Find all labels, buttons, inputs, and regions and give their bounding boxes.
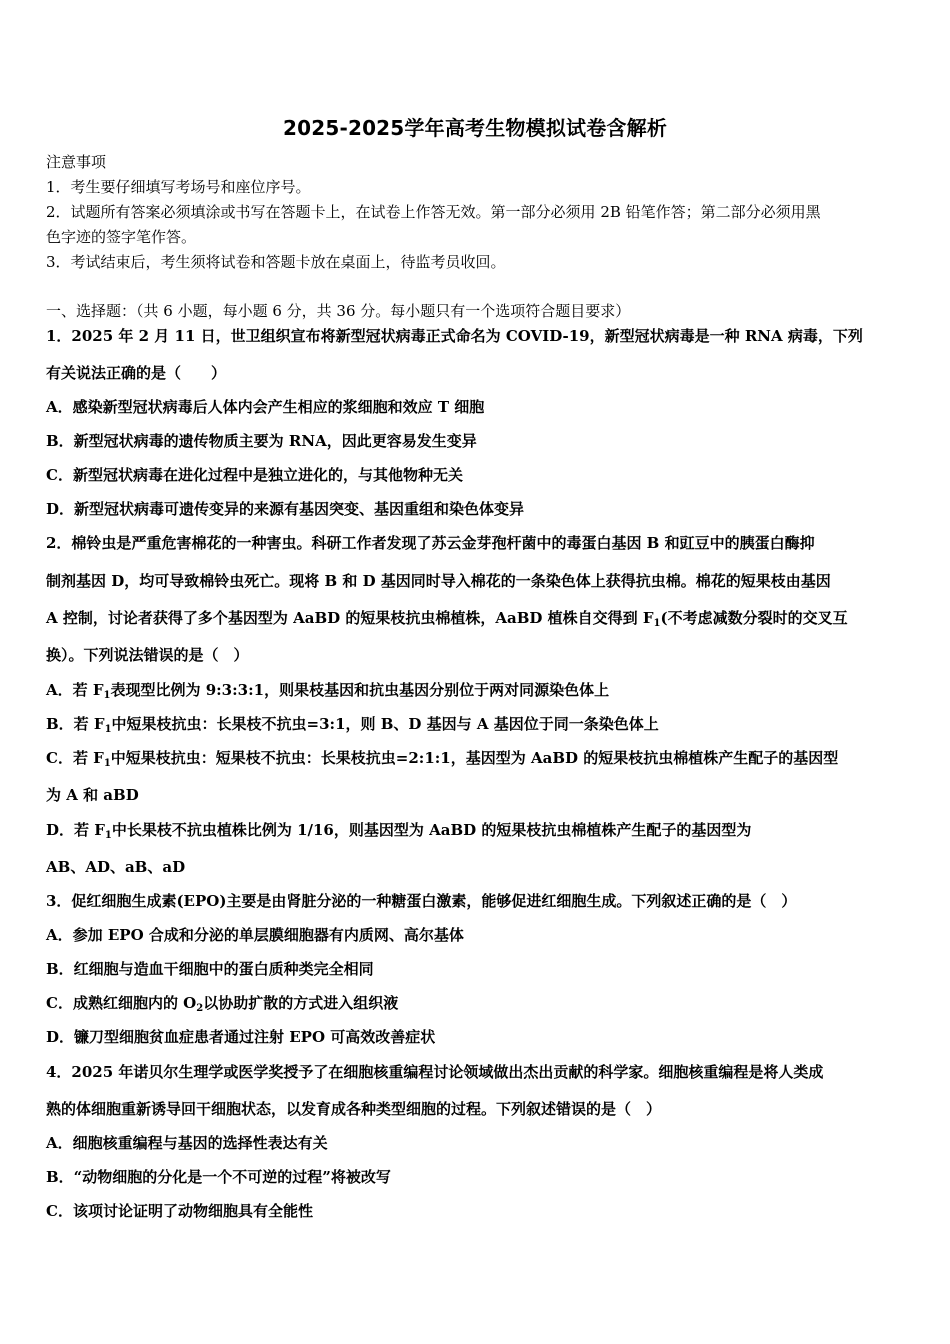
- q2-option-d-cont: AB、AD、aB、aD: [46, 858, 186, 876]
- q3-option-d: D．镰刀型细胞贫血症患者通过注射 EPO 可高效改善症状: [46, 1028, 436, 1046]
- q4-option-a: A．细胞核重编程与基因的选择性表达有关: [46, 1134, 328, 1152]
- q2-option-c: C．若 $F_1$中短果枝抗虫：短果枝不抗虫：长果枝抗虫=2:1:1，基因型为 AaBD 的短果枝抗虫棉植株产生配子的基因型: [46, 749, 839, 769]
- notice-item-1: 1．考生要仔细填写考场号和座位序号。: [46, 178, 311, 196]
- q2-stem-line1: 2．棉铃虫是严重危害棉花的一种害虫。科研工作者发现了苏云金芽孢杆菌中的毒蛋白基因 B 和豇豆中的胰蛋白酶抑: [46, 534, 815, 552]
- q2-option-d: D．若 $F_1$中长果枝不抗虫植株比例为 1/16，则基因型为 AaBD 的短果枝抗虫棉植株产生配子的基因型为: [46, 821, 752, 841]
- notice-heading: 注意事项: [46, 153, 107, 171]
- q3-option-a: A．参加 EPO 合成和分泌的单层膜细胞器有内质网、高尔基体: [46, 926, 464, 944]
- q3-option-c: C．成熟红细胞内的 $O_2$以协助扩散的方式进入组织液: [46, 994, 399, 1014]
- q4-stem-line2: 熟的体细胞重新诱导回干细胞状态，以发育成各种类型细胞的过程。下列叙述错误的是（ ）: [46, 1100, 662, 1118]
- q2-stem-line4: 换）。下列说法错误的是（ ）: [46, 646, 249, 664]
- q1-stem-line1: 1．2025 年 2 月 11 日，世卫组织宣布将新型冠状病毒正式命名为 COVID-19，新型冠状病毒是一种 RNA 病毒，下列: [46, 327, 863, 345]
- q1-option-d: D．新型冠状病毒可遗传变异的来源有基因突变、基因重组和染色体变异: [46, 500, 525, 518]
- notice-item-2: 2．试题所有答案必须填涂或书写在答题卡上，在试卷上作答无效。第一部分必须用 2B 铅笔作答；第二部分必须用黑: [46, 203, 821, 221]
- q2-option-c-cont: 为 A 和 aBD: [46, 786, 139, 804]
- q4-option-b: B．“动物细胞的分化是一个不可逆的过程”将被改写: [46, 1168, 391, 1186]
- q4-option-c: C．该项讨论证明了动物细胞具有全能性: [46, 1202, 313, 1220]
- q4-stem-line1: 4．2025 年诺贝尔生理学或医学奖授予了在细胞核重编程讨论领域做出杰出贡献的科学家。细胞核重编程是将人类成: [46, 1063, 824, 1081]
- q2-stem-line3: A 控制，讨论者获得了多个基因型为 AaBD 的短果枝抗虫棉植株，AaBD 植株自交得到 $F_1$(不考虑减数分裂时的交叉互: [46, 609, 848, 629]
- q2-stem-line2: 制剂基因 D，均可导致棉铃虫死亡。现将 B 和 D 基因同时导入棉花的一条染色体上获得抗虫棉。棉花的短果枝由基因: [46, 572, 831, 590]
- q3-stem: 3．促红细胞生成素(EPO)主要是由肾脏分泌的一种糖蛋白激素，能够促进红细胞生成。下列叙述正确的是（ ）: [46, 892, 797, 910]
- q1-stem-line2: 有关说法正确的是（ ）: [46, 364, 227, 382]
- q1-option-b: B．新型冠状病毒的遗传物质主要为 RNA，因此更容易发生变异: [46, 432, 477, 450]
- q1-option-a: A．感染新型冠状病毒后人体内会产生相应的浆细胞和效应 T 细胞: [46, 398, 485, 416]
- notice-item-2-cont: 色字迹的签字笔作答。: [46, 228, 197, 246]
- q2-option-a: A．若 $F_1$表现型比例为 9:3:3:1，则果枝基因和抗虫基因分别位于两对同源染色体上: [46, 681, 610, 701]
- page-title: 2025-2025学年高考生物模拟试卷含解析: [282, 116, 668, 140]
- q3-option-b: B．红细胞与造血干细胞中的蛋白质种类完全相同: [46, 960, 374, 978]
- q1-option-c: C．新型冠状病毒在进化过程中是独立进化的，与其他物种无关: [46, 466, 463, 484]
- q2-option-b: B．若 $F_1$中短果枝抗虫：长果枝不抗虫=3:1，则 B、D 基因与 A 基因位于同一条染色体上: [46, 715, 659, 735]
- notice-item-3: 3．考试结束后，考生须将试卷和答题卡放在桌面上，待监考员收回。: [46, 253, 506, 271]
- section-heading: 一、选择题：（共 6 小题，每小题 6 分，共 36 分。每小题只有一个选项符合题目要求）: [46, 302, 631, 320]
